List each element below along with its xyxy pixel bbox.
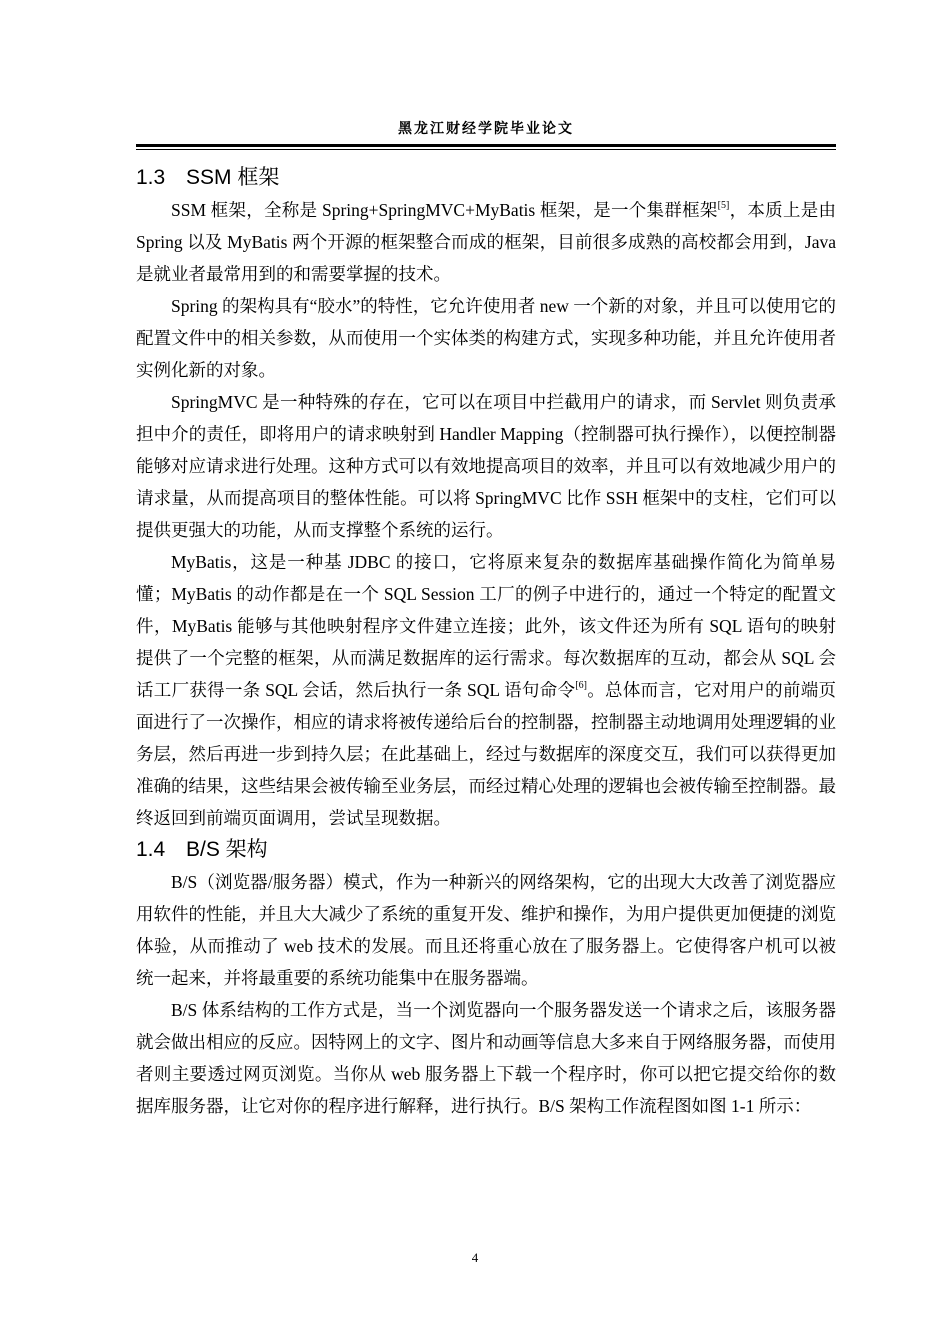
citation: [6]: [575, 680, 587, 691]
paragraph: [136, 290, 836, 386]
section-title: B/S 架构: [186, 838, 268, 861]
section-title: SSM 框架: [186, 166, 280, 189]
paragraph-text: B/S（浏览器/服务器）模式，作为一种新兴的网络架构，它的出现大大改善了浏览器应用软件的性能，并且大大减少了系统的重复开发、维护和操作，为用户提供更加便捷的浏览体验，从而推动了 web 技术的发展。而且还将重心放在了服务器上。它使得客户机可以被统一起来，并将最重要的系统功能集中在服务器端。: [136, 872, 836, 988]
citation: [5]: [717, 200, 730, 211]
section-heading-1-3: [136, 162, 836, 194]
paragraph-text: MyBatis，这是一种基 JDBC 的接口，它将原来复杂的数据库基础操作简化为简单易懂；MyBatis 的动作都是在一个 SQL Session 工厂的例子中进行的，通过一个特定的配置文件，MyBatis 能够与其他映射程序文件建立连接；此外，该文件还为所有 SQL 语句的映射提供了一个完整的框架，从而满足数据库的运行需求。每次数据库的互动，都会从 SQL 会话工厂获得一条 SQL 会话，然后执行一条 SQL 语句命令: [136, 552, 836, 700]
paragraph-text: B/S 体系结构的工作方式是，当一个浏览器向一个服务器发送一个请求之后，该服务器就会做出相应的反应。因特网上的文字、图片和动画等信息大多来自于网络服务器，而使用者则主要透过网页浏览。当你从 web 服务器上下载一个程序时，你可以把它提交给你的数据库服务器，让它对你的程序进行解释，进行执行。B/S 架构工作流程图如图 1-1 所示：: [136, 1000, 836, 1116]
page-body: [136, 162, 836, 1122]
paragraph: [136, 386, 836, 546]
paragraph-text: 。总体而言，它对用户的前端页面进行了一次操作，相应的请求将被传递给后台的控制器，控制器主动地调用处理逻辑的业务层，然后再进一步到持久层；在此基础上，经过与数据库的深度交互，我们可以获得更加准确的结果，这些结果会被传输至业务层，而经过精心处理的逻辑也会被传输至控制器。最终返回到前端页面调用，尝试呈现数据。: [136, 680, 837, 828]
page-number: 4: [471, 1250, 479, 1265]
paragraph-text: ，本质上是由 Spring 以及 MyBatis 两个开源的框架整合而成的框架，目前很多成熟的高校都会用到，Java 是就业者最常用到的和需要掌握的技术。: [136, 200, 837, 284]
header-rule-thin: [136, 149, 836, 150]
section-number: 1.4: [136, 838, 166, 861]
paragraph: [136, 866, 836, 994]
paragraph: [136, 194, 836, 290]
paragraph: [136, 546, 836, 834]
section-number: 1.3: [136, 166, 166, 189]
paragraph-text: Spring 的架构具有“胶水”的特性，它允许使用者 new 一个新的对象，并且可以使用它的配置文件中的相关参数，从而使用一个实体类的构建方式，实现多种功能，并且允许使用者实例化新的对象。: [136, 296, 836, 380]
paragraph-text: SSM 框架，全称是 Spring+SpringMVC+MyBatis 框架，是一个集群框架: [171, 200, 718, 220]
paragraph-text: SpringMVC 是一种特殊的存在，它可以在项目中拦截用户的请求，而 Servlet 则负责承担中介的责任，即将用户的请求映射到 Handler Mapping（控制器可执行操作），以便控制器能够对应请求进行处理。这种方式可以有效地提高项目的效率，并且可以有效地减少用户的请求量，从而提高项目的整体性能。可以将 SpringMVC 比作 SSH 框架中的支柱，它们可以提供更强大的功能，从而支撑整个系统的运行。: [136, 392, 836, 540]
running-header: 黑龙江财经学院毕业论文: [398, 122, 574, 137]
header-rule-thick: [136, 144, 836, 147]
section-heading-1-4: [136, 834, 836, 866]
paragraph: [136, 994, 836, 1122]
